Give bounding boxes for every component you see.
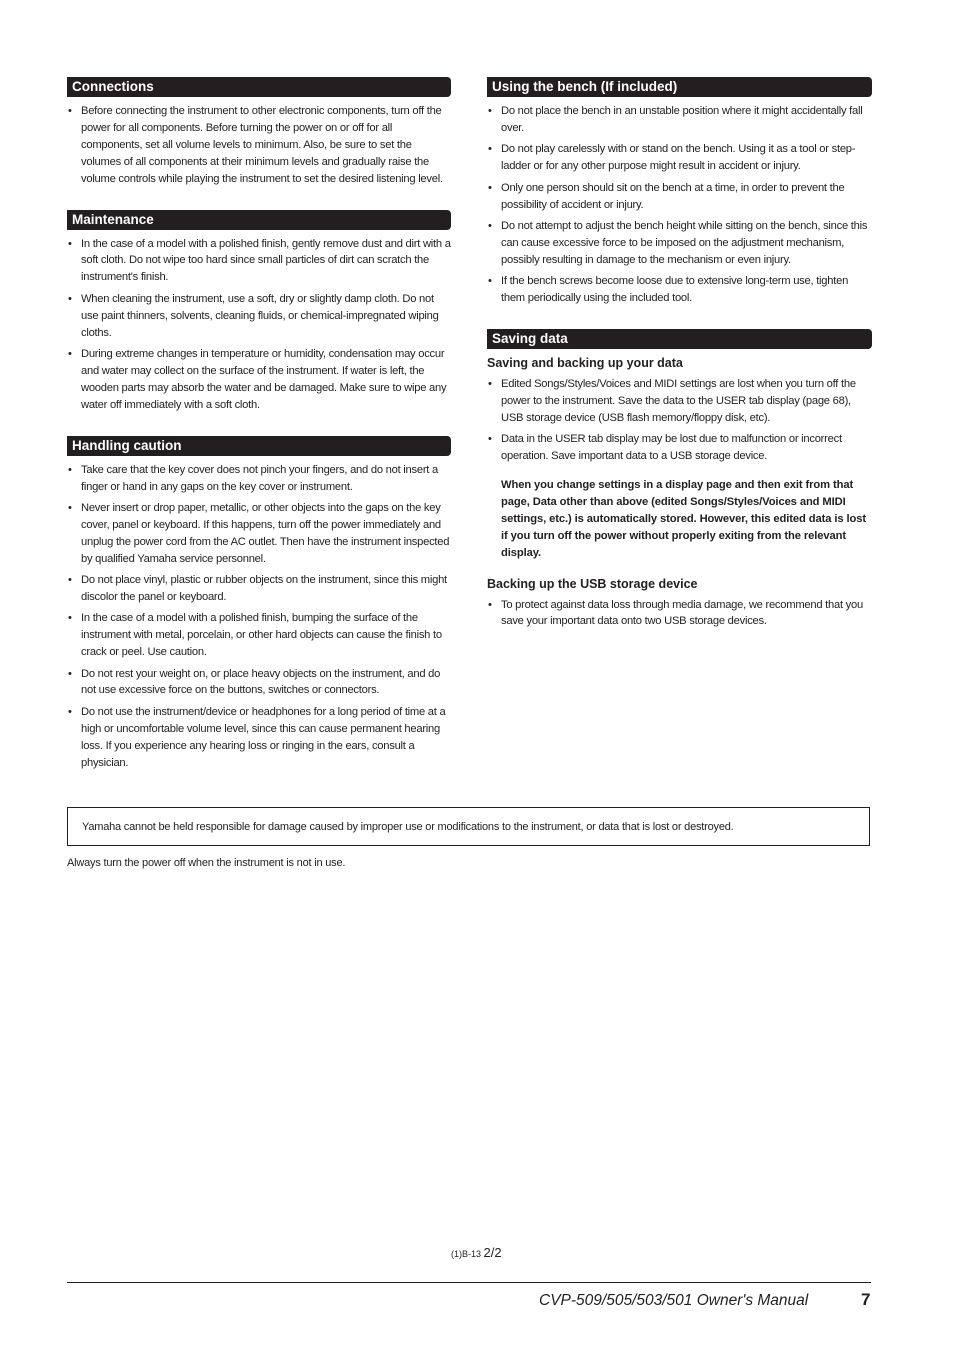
bullet-icon: • xyxy=(68,574,72,587)
bullet-icon: • xyxy=(68,612,72,625)
bullet-icon: • xyxy=(68,705,72,718)
bullet-list xyxy=(487,376,872,465)
auto-store-note: When you change settings in a display page and then exit from that page, Data other than above (edited Songs/Styles/Voices and MIDI settings, etc.) is automatically stored. However, this edited data is lost if you turn off the power without properly exiting from the relevant display. xyxy=(501,479,866,559)
list-item: • In the case of a model with a polished finish, bumping the surface of the instrument with metal, porcelain, or other hard objects can cause the finish to crack or peel. Use caution. xyxy=(68,612,442,659)
left-column xyxy=(67,77,451,794)
bullet-icon: • xyxy=(68,667,72,680)
list-item: • Do not rest your weight on, or place heavy objects on the instrument, and do not use excessive force on the buttons, switches or connectors. xyxy=(68,667,441,697)
bullet-icon: • xyxy=(68,237,72,250)
list-item: • Do not use the instrument/device or headphones for a long period of time at a high or uncomfortable volume level, since this can cause permanent hearing loss. If you experience any hearing loss or ringing in the ears, consult a physician. xyxy=(68,705,446,769)
bullet-icon: • xyxy=(488,219,492,232)
page-code xyxy=(451,1245,502,1260)
subheading-saving-and-backing-up: Saving and backing up your data xyxy=(487,355,683,370)
list-item: • During extreme changes in temperature or humidity, condensation may occur and water may collect on the surface of the instrument. If water is left, the wooden parts may absorb the water and be damaged. Make sure to wipe any water off immediately with a soft cloth. xyxy=(68,347,447,411)
manual-title: CVP-509/505/503/501 Owner's Manual xyxy=(539,1292,809,1309)
bullet-icon: • xyxy=(68,501,72,514)
bullet-icon: • xyxy=(68,347,72,360)
bullet-icon: • xyxy=(488,105,492,117)
bullet-icon: • xyxy=(68,463,72,476)
section-connections xyxy=(67,77,451,188)
list-item: • Data in the USER tab display may be lost due to malfunction or incorrect operation. Save important data to a USB storage device. xyxy=(488,433,842,463)
bullet-icon: • xyxy=(488,181,492,194)
section-heading: Using the bench (If included) xyxy=(487,77,872,97)
subheading-backing-up-usb: Backing up the USB storage device xyxy=(487,576,698,591)
list-item: • Before connecting the instrument to other electronic components, turn off the power for all components. Before turning the power on or off for all components, set all volume levels to minimum. Also, be sure to set the volumes of all components at their minimum levels and gradually raise the volume controls while playing the instrument to set the desired listening level. xyxy=(68,105,443,185)
list-item: • When cleaning the instrument, use a soft, dry or slightly damp cloth. Do not use paint thinners, solvents, cleaning fluids, or chemical-impregnated wiping cloths. xyxy=(68,292,439,339)
section-heading: Handling caution xyxy=(67,436,451,456)
section-saving-data xyxy=(487,329,872,630)
page-number: 7 xyxy=(861,1290,871,1309)
section-heading: Maintenance xyxy=(67,210,451,230)
list-item: • If the bench screws become loose due to extensive long-term use, tighten them periodically using the included tool. xyxy=(488,275,849,305)
footer-divider xyxy=(67,1282,871,1283)
list-item: • To protect against data loss through media damage, we recommend that you save your important data onto two USB storage devices. xyxy=(488,598,863,628)
bullet-list xyxy=(487,597,872,631)
bullet-list xyxy=(67,462,451,772)
page-code-big: 2/2 xyxy=(483,1245,502,1260)
bullet-icon: • xyxy=(488,377,492,390)
power-off-note: Always turn the power off when the instrument is not in use. xyxy=(67,857,346,869)
list-item: • Do not place vinyl, plastic or rubber objects on the instrument, since this might discolor the panel or keyboard. xyxy=(68,574,447,603)
list-item: • Do not attempt to adjust the bench height while sitting on the bench, since this can cause excessive force to be imposed on the adjustment mechanism, possibly resulting in damage to the mechanism or even injury. xyxy=(488,219,868,266)
section-handling-caution xyxy=(67,436,451,772)
list-item: • Take care that the key cover does not pinch your fingers, and do not insert a finger or hand in any gaps on the key cover or instrument. xyxy=(68,463,438,493)
bullet-icon: • xyxy=(488,598,492,611)
bullet-icon: • xyxy=(68,292,72,305)
disclaimer-box: Yamaha cannot be held responsible for damage caused by improper use or modifications to the instrument, or data that is lost or destroyed. xyxy=(67,807,870,846)
bullet-list xyxy=(67,103,451,188)
section-heading: Connections xyxy=(67,77,451,97)
page-code-small: (1)B-13 xyxy=(451,1249,482,1259)
list-item: • Only one person should sit on the bench at a time, in order to prevent the possibility of accident or injury. xyxy=(488,181,845,211)
list-item: • Never insert or drop paper, metallic, or other objects into the gaps on the key cover, panel or keyboard. If this happens, turn off the power immediately and unplug the power cord from the AC outlet. Then have the instrument inspected by qualified Yamaha service personnel. xyxy=(68,501,450,565)
bullet-icon: • xyxy=(68,105,72,117)
section-maintenance xyxy=(67,210,451,414)
bullet-list xyxy=(67,236,451,414)
section-heading: Saving data xyxy=(487,329,872,349)
list-item: • In the case of a model with a polished finish, gently remove dust and dirt with a soft cloth. Do not wipe too hard since small particles of dirt can scratch the instrument's finish. xyxy=(68,237,451,284)
list-item: • Edited Songs/Styles/Voices and MIDI settings are lost when you turn off the power to the instrument. Save the data to the USER tab display (page 68), USB storage device (USB flash memory/floppy disk, etc). xyxy=(488,377,856,424)
list-item: • Do not place the bench in an unstable position where it might accidentally fall over. xyxy=(488,105,863,134)
bullet-icon: • xyxy=(488,275,492,288)
right-column xyxy=(487,77,872,652)
bullet-list xyxy=(487,103,872,307)
section-using-the-bench xyxy=(487,77,872,307)
list-item: • Do not play carelessly with or stand on the bench. Using it as a tool or step-ladder or for any other purpose might result in accident or injury. xyxy=(488,143,856,173)
bullet-icon: • xyxy=(488,143,492,156)
bullet-icon: • xyxy=(488,433,492,446)
